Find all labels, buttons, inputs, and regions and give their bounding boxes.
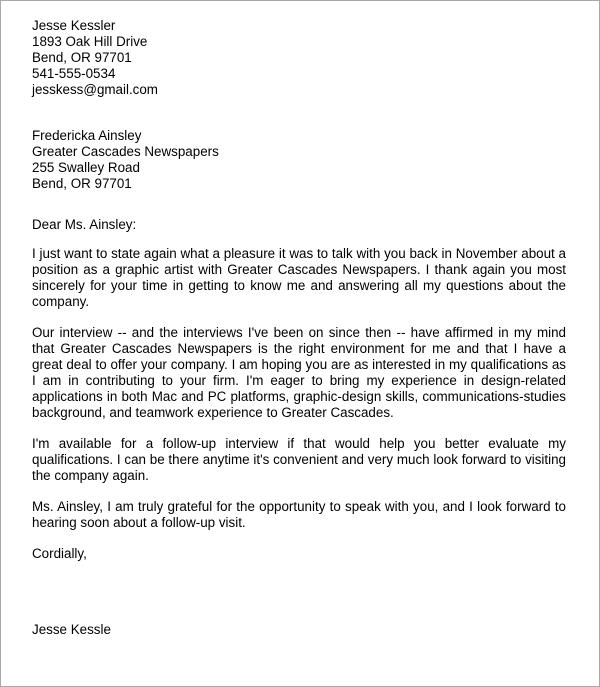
sender-email: jesskess@gmail.com: [32, 82, 158, 97]
sender-name: Jesse Kessler: [32, 18, 116, 33]
recipient-company: Greater Cascades Newspapers: [32, 144, 219, 159]
closing: Cordially,: [32, 546, 87, 561]
body-paragraph-4: Ms. Ainsley, I am truly grateful for the opportunity to speak with you, and I look forward to hearing soon about a follow-up visit.: [32, 499, 566, 530]
sender-phone: 541-555-0534: [32, 66, 116, 81]
sender-city-state-zip: Bend, OR 97701: [32, 50, 132, 65]
signature: Jesse Kessle: [32, 622, 111, 637]
body-paragraph-3: I'm available for a follow-up interview if that would help you better evaluate my qualifications. I can be there anytime it's convenient and very much look forward to visiting the company again.: [32, 436, 566, 483]
recipient-city-state-zip: Bend, OR 97701: [32, 176, 132, 191]
salutation: Dear Ms. Ainsley:: [32, 217, 137, 232]
recipient-address-block: [32, 128, 566, 192]
sender-address-block: [32, 18, 566, 98]
body-paragraph-1: I just want to state again what a pleasure it was to talk with you back in November about a position as a graphic artist with Greater Cascades Newspapers. I thank again you most sincerely for your time in getting to know me and answering all my questions about the company.: [32, 246, 566, 309]
sender-street: 1893 Oak Hill Drive: [32, 34, 148, 49]
body-paragraph-2: Our interview -- and the interviews I've been on since then -- have affirmed in my mind that Greater Cascades Newspapers is the right environment for me and that I have a great deal to offer your company. I am hoping you are as interested in my qualifications as I am in contributing to your firm. I'm eager to bring my experience in design-related applications in both Mac and PC platforms, graphic-design skills, communications-studies background, and teamwork experience to Greater Cascades.: [32, 325, 566, 420]
recipient-street: 255 Swalley Road: [32, 160, 140, 175]
letter-body: [32, 18, 566, 638]
recipient-name: Fredericka Ainsley: [32, 128, 142, 143]
